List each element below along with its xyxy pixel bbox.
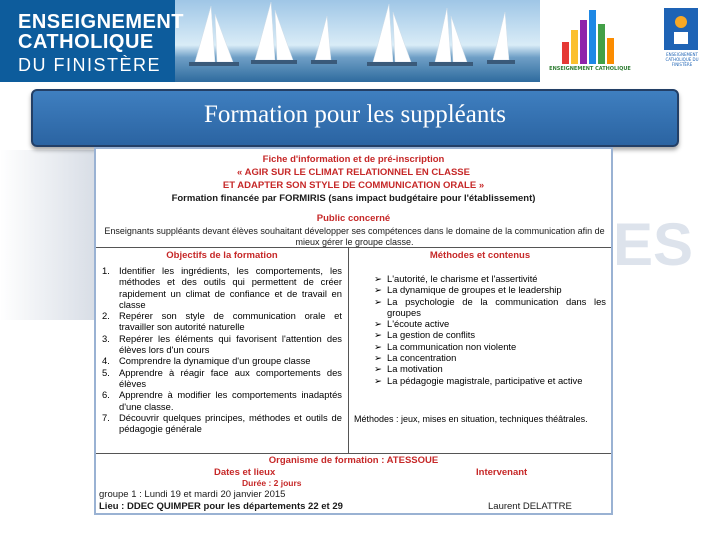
item-number: 6. [102,389,110,401]
logo-line-2: CATHOLIQUE [18,31,154,53]
list-item [102,367,342,390]
list-item [102,412,342,435]
item-text: L'autorité, le charisme et l'assertivité [387,273,538,284]
logo-line-3: DU FINISTÈRE [18,55,162,75]
speaker-name: Laurent DELATTRE [488,501,572,512]
item-text: La psychologie de la communication dans les groupes [387,295,606,318]
item-text: Repérer son style de communication orale et travailler son autorité naturelle [119,310,342,333]
sheet-heading-line-2: « AGIR SUR LE CLIMAT RELATIONNEL EN CLASSE [237,167,470,178]
title-bar [31,89,679,147]
item-text: Apprendre à modifier les comportements inadaptés d'une classe. [119,389,342,412]
objectives-heading: Objectifs de la formation [166,250,278,261]
arrow-bullet-icon: ➢ [374,284,382,296]
crest-icon [664,8,698,50]
item-text: La concentration [387,352,457,364]
page-title: Formation pour les suppléants [203,101,507,128]
bar-purple [580,20,587,64]
item-number: 7. [102,411,110,423]
list-item [102,355,342,366]
list-item [102,389,342,412]
list-item [374,318,606,329]
item-text: Identifier les ingrédients, les comportements, les méthodes et des outils qui permettent de créer rapidement un climat de confiance et de travail en classe [119,265,342,310]
list-item [102,333,342,356]
bars-logo-caption: ENSEIGNEMENT CATHOLIQUE [549,66,631,72]
background-fade-right: ES [613,211,694,278]
arrow-bullet-icon: ➢ [374,340,382,352]
dates-heading: Dates et lieux [214,467,276,478]
item-text: Découvrir quelques principes, méthodes et outils de pédagogie générale [119,411,342,435]
item-number: 2. [102,310,110,322]
arrow-bullet-icon: ➢ [374,318,382,330]
list-item [374,352,606,363]
column-divider [348,247,349,453]
arrow-bullet-icon: ➢ [374,329,382,341]
item-text: La motivation [387,363,443,375]
sailboats-illustration [175,0,540,82]
list-item [374,375,606,386]
bar-red [562,42,569,64]
item-text: La pédagogie magistrale, participative et active [387,374,583,386]
list-item [374,341,606,352]
sheet-heading-line-1: Fiche d'information et de pré-inscription [262,154,445,165]
list-item [102,265,342,310]
sheet-heading-line-3: ET ADAPTER SON STYLE DE COMMUNICATION ORALE » [222,180,485,191]
public-body: Enseignants suppléants devant élèves souhaitant développer ses compétences dans le domaine de la communication afin de mieux gérer le groupe classe. [104,226,605,247]
arrow-bullet-icon: ➢ [374,295,382,307]
objectives-list [102,265,342,434]
public-heading: Public concerné [316,213,391,224]
logo-line-1: ENSEIGNEMENT [18,11,185,33]
location [99,501,343,512]
list-item [102,310,342,333]
bar-green [598,24,605,64]
list-item [374,363,606,374]
list-item [374,284,606,295]
group-dates: groupe 1 : Lundi 19 et mardi 20 janvier 2015 [99,489,286,500]
item-text: Comprendre la dynamique d'un groupe classe [119,355,311,367]
bar-yellow [571,30,578,64]
speaker-heading: Intervenant [476,467,528,478]
divider [96,247,611,248]
duration: Durée : 2 jours [242,478,302,488]
background-fade-left [0,150,94,320]
methods-heading: Méthodes et contenus [429,250,531,261]
information-sheet [94,147,613,515]
item-number: 1. [102,265,110,276]
divider [96,453,611,454]
location-label: Lieu : [99,501,125,512]
item-number: 3. [102,332,110,344]
list-item [374,273,606,284]
arrow-bullet-icon: ➢ [374,352,382,364]
item-text: La communication non violente [387,340,517,352]
logo-text [18,12,184,76]
item-number: 4. [102,355,110,367]
item-number: 5. [102,366,110,378]
organization: Organisme de formation : ATESSOUE [268,455,439,466]
item-text: L'écoute active [387,318,450,330]
list-item [374,296,606,319]
item-text: Repérer les éléments qui favorisent l'attention des élèves lors d'un cours [119,332,342,356]
item-text: Apprendre à réagir face aux comportements des élèves [119,366,342,389]
methods-list [374,273,606,386]
funding-note: Formation financée par FORMIRIS (sans impact budgétaire pour l'établissement) [171,193,536,204]
arrow-bullet-icon: ➢ [374,374,382,386]
location-value: DDEC QUIMPER pour les départements 22 et 29 [126,501,343,512]
bar-orange [607,38,614,64]
list-item [374,329,606,340]
arrow-bullet-icon: ➢ [374,363,382,375]
item-text: La gestion de conflits [387,329,476,341]
sailboats-photo [175,0,540,82]
sheet-heading [96,153,611,205]
arrow-bullet-icon: ➢ [374,273,382,284]
crest-caption: ENSEIGNEMENT CATHOLIQUE DU FINISTÈRE [665,52,699,67]
methods-footnote: Méthodes : jeux, mises en situation, techniques théâtrales. [354,414,588,424]
header-banner [0,0,720,82]
bar-blue [589,10,596,64]
bars-logo-icon [560,8,630,64]
item-text: La dynamique de groupes et le leadership [387,284,562,296]
